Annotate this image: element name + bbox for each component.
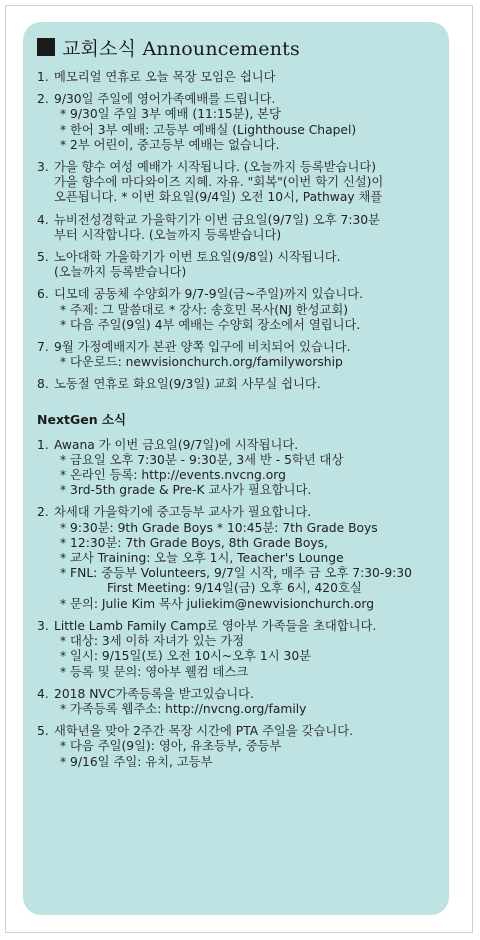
item-body: [54, 213, 435, 243]
item-number: 4.: [37, 686, 49, 701]
item-line: * 대상: 3세 이하 자녀가 있는 가정: [60, 634, 245, 649]
item-line: 9/30일 주일에 영어가족예배를 드립니다.: [54, 92, 276, 107]
item-number: 2.: [37, 92, 49, 107]
item-number: 6.: [37, 287, 49, 302]
item-body: [54, 377, 435, 392]
item-line: 뉴비전성경학교 가을학기가 이번 금요일(9/7일) 오후 7:30분: [54, 212, 380, 227]
list-item: [37, 92, 435, 153]
item-line: * 금요일 오후 7:30분 - 9:30분, 3세 반 - 5학년 대상: [60, 452, 344, 467]
list-item: [37, 505, 435, 611]
item-line: * 다음 주일(9일) 4부 예배는 수양회 장소에서 열립니다.: [60, 317, 361, 332]
item-line: * 다음 주일(9일): 영아, 유초등부, 중등부: [60, 739, 282, 754]
item-line: 노아대학 가을학기가 이번 토요일(9/8일) 시작됩니다.: [54, 250, 341, 265]
item-number: 4.: [37, 212, 49, 227]
item-line: * 다운로드: newvisionchurch.org/familyworship: [60, 355, 343, 370]
item-line: 차세대 가을학기에 중고등부 교사가 필요합니다.: [54, 505, 312, 520]
item-line: * 2부 어린이, 중고등부 예배는 없습니다.: [60, 137, 280, 152]
list-item: [37, 438, 435, 499]
announcements-list: [37, 70, 435, 393]
item-line: * 3rd-5th grade & Pre-K 교사가 필요합니다.: [60, 483, 312, 498]
item-body: [54, 250, 435, 280]
list-item: [37, 377, 435, 392]
list-item: [37, 160, 435, 206]
list-item: [37, 619, 435, 680]
item-line: * 교사 Training: 오늘 오후 1시, Teacher's Lounge: [60, 551, 344, 566]
item-line: Little Lamb Family Camp로 영아부 가족들을 초대합니다.: [54, 618, 377, 633]
item-body: [54, 619, 435, 680]
item-number: 5.: [37, 724, 49, 739]
list-item: [37, 70, 435, 85]
item-line: 노동절 연휴로 화요일(9/3일) 교회 사무실 쉽니다.: [54, 377, 321, 392]
item-line: 2018 NVC가족등록을 받고있습니다.: [54, 686, 254, 701]
item-line: First Meeting: 9/14일(금) 오후 6시, 420호실: [107, 581, 362, 596]
item-line: * 한어 3부 예배: 고등부 예배실 (Lighthouse Chapel): [60, 122, 357, 137]
list-item: [37, 687, 435, 717]
item-line: * 등록 및 문의: 영아부 웰컴 데스크: [60, 664, 249, 679]
item-line: * 12:30분: 7th Grade Boys, 8th Grade Boys,: [60, 535, 328, 550]
item-line: Awana 가 이번 금요일(9/7일)에 시작됩니다.: [54, 437, 299, 452]
item-number: 7.: [37, 340, 49, 355]
item-number: 3.: [37, 618, 49, 633]
item-line: 9월 가정예배지가 본관 양쪽 입구에 비치되어 있습니다.: [54, 340, 351, 355]
item-line: 오픈됩니다. * 이번 화요일(9/4일) 오전 10시, Pathway 채플: [54, 190, 383, 205]
nextgen-heading: NextGen 소식: [37, 411, 127, 427]
item-number: 2.: [37, 505, 49, 520]
list-item: [37, 724, 435, 770]
item-line: (오늘까지 등록받습니다): [54, 265, 187, 280]
item-number: 3.: [37, 160, 49, 175]
list-item: [37, 213, 435, 243]
item-line: * 온라인 등록: http://events.nvcng.org: [60, 468, 286, 483]
item-body: [54, 287, 435, 333]
item-body: [54, 687, 435, 717]
item-line: 부터 시작합니다. (오늘까지 등록받습니다): [54, 227, 282, 242]
list-item: [37, 287, 435, 333]
item-line: * 9/30일 주일 3부 예배 (11:15분), 본당: [60, 107, 281, 122]
item-line: * 가족등록 웹주소: http://nvcng.org/family: [60, 701, 307, 716]
item-line: * 주제: 그 말씀대로 * 강사: 송호민 목사(NJ 한성교회): [60, 302, 349, 317]
item-line: 가을 향수 여성 예배가 시작됩니다. (오늘까지 등록받습니다): [54, 160, 377, 175]
item-line: 새학년을 맞아 2주간 목장 시간에 PTA 주일을 갖습니다.: [54, 724, 354, 739]
announcement-card: [23, 22, 449, 915]
item-line: * 문의: Julie Kim 목사 juliekim@newvisionchurch.org: [60, 596, 375, 611]
title-row: [37, 32, 435, 62]
item-number: 1.: [37, 437, 49, 452]
item-body: [54, 505, 435, 611]
item-number: 8.: [37, 377, 49, 392]
item-body: [54, 724, 435, 770]
item-number: 5.: [37, 250, 49, 265]
item-line: 가을 향수에 마다와이즈 지혜. 자유. "회복"(이번 학기 신설)이: [54, 175, 384, 190]
item-line: * 일시: 9/15일(토) 오전 10시~오후 1시 30분: [60, 649, 312, 664]
page-title: 교회소식 Announcements: [62, 37, 300, 60]
list-item: [37, 250, 435, 280]
item-line: 메모리얼 연휴로 오늘 목장 모임은 쉽니다: [54, 70, 276, 84]
item-body: [54, 160, 435, 206]
item-body: [54, 92, 435, 153]
item-body: [54, 438, 435, 499]
square-bullet-icon: [37, 38, 55, 56]
item-line: 디모데 공동체 수양회가 9/7-9일(금~주일)까지 있습니다.: [54, 287, 364, 302]
item-line: * FNL: 중등부 Volunteers, 9/7일 시작, 매주 금 오후 7:30-9:30: [60, 566, 412, 581]
item-line: * 9:30분: 9th Grade Boys * 10:45분: 7th Grade Boys: [60, 520, 378, 535]
item-body: [54, 340, 435, 370]
item-line: * 9/16일 주일: 유치, 고등부: [60, 754, 213, 769]
nextgen-list: [37, 438, 435, 770]
list-item: [37, 340, 435, 370]
item-number: 1.: [37, 70, 49, 84]
item-body: [54, 70, 435, 85]
